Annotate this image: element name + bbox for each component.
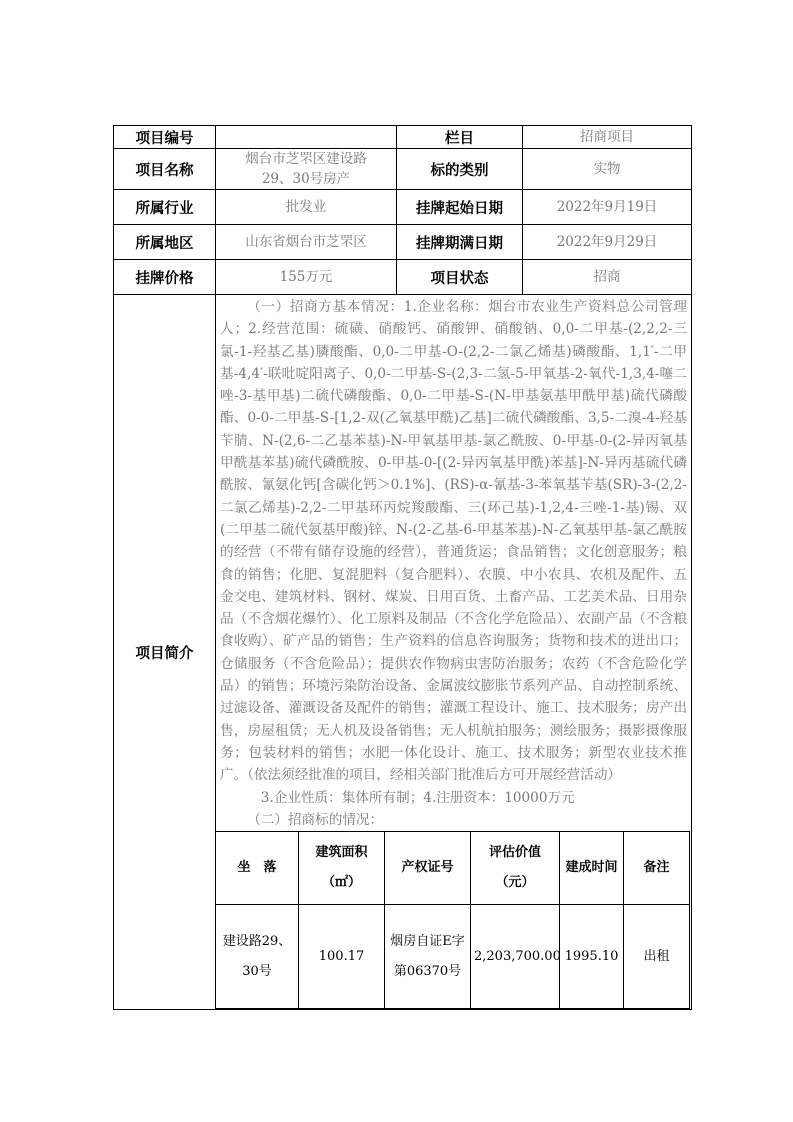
listing-price-value: 155万元 [216, 260, 397, 295]
intro-paragraph: 3.企业性质：集体所有制；4.注册资本：10000万元 [260, 789, 575, 806]
property-certificate-header: 产权证号 [385, 832, 471, 905]
column-label: 栏目 [397, 126, 523, 149]
listing-price-label: 挂牌价格 [114, 260, 216, 295]
table-row [114, 260, 692, 295]
project-status-label: 项目状态 [397, 260, 523, 295]
location-value: 建设路29、30号 [216, 905, 299, 1009]
project-intro-cell [216, 295, 692, 1010]
asset-table [215, 831, 690, 1009]
appraised-value-value: 2,203,700.00 [471, 905, 560, 1009]
asset-table-header-row [216, 832, 690, 905]
remarks-value: 出租 [624, 905, 690, 1009]
table-row [216, 905, 690, 1009]
listing-end-value: 2022年9月29日 [523, 225, 692, 260]
column-value: 招商项目 [523, 126, 692, 149]
appraised-value-header: 评估价值（元） [471, 832, 560, 905]
floor-area-value: 100.17 [299, 905, 385, 1009]
listing-end-label: 挂牌期满日期 [397, 225, 523, 260]
listing-start-value: 2022年9月19日 [523, 190, 692, 225]
table-row [114, 225, 692, 260]
intro-paragraph: （一）招商方基本情况：1.企业名称：烟台市农业生产资料总公司管理人；2.经营范围：硫磺、硝酸钙、硝酸钾、硝酸钠、0,0-二甲基-(2,2,2-三氯-1-羟基乙基)膦酸酯、0,0-二甲基-O-(2,2-二氯乙烯基)磷酸酯、1,1′-二甲基-4,4′-联吡啶阳离子、0,0-二甲基-S-(2,3-二氢-5-甲氧基-2-氧代-1,3,4-噻二唑-3-基甲基)二硫代磷酸酯、0,0-二甲基-S-(N-甲基氨基甲酰甲基)硫代磷酸酯、0-0-二甲基-S-[1,2-双(乙氧基甲酰)乙基]二硫代磷酸酯、3,5-二溴-4-羟基苄腈、N-(2,6-二乙基苯基)-N-甲氧基甲基-氯乙酰胺、0-甲基-0-(2-异丙氧基甲酰基苯基)硫代磷酰胺、0-甲基-0-[(2-异丙氧基甲酰)苯基]-N-异丙基硫代磷酰胺、氰氨化钙[含碳化钙＞0.1%]、(RS)-α-氰基-3-苯氧基苄基(SR)-3-(2,2-二氯乙烯基)-2,2-二甲基环丙烷羧酸酯、三(环己基)-1,2,4-三唑-1-基)锡、双(二甲基二硫代氨基甲酸)锌、N-(2-乙基-6-甲基苯基)-N-乙氧基甲基-氯乙酰胺的经营（不带有储存设施的经营），普通货运；食品销售；文化创意服务；粮食的销售；化肥、复混肥料（复合肥料）、农膜、中小农具、农机及配件、五金交电、建筑材料、钢材、煤炭、日用百货、土畜产品、工艺美术品、日用杂品（不含烟花爆竹）、化工原料及制品（不含化学危险品）、农副产品（不含粮食收购）、矿产品的销售；生产资料的信息咨询服务；货物和技术的进出口；仓储服务（不含危险品）；提供农作物病虫害防治服务；农药（不含危险化学品）的销售；环境污染防治设备、金属波纹膨胀节系列产品、自动控制系统、过滤设备、灌溉设备及配件的销售；灌溉工程设计、施工、技术服务；房产出售，房屋租赁；无人机及设备销售；无人机航拍服务；测绘服务；摄影摄像服务；包装材料的销售；水肥一体化设计、施工、技术服务；新型农业技术推广。（依法须经批准的项目，经相关部门批准后方可开展经营活动） [220, 299, 687, 784]
asset-category-label: 标的类别 [397, 149, 523, 190]
listing-start-label: 挂牌起始日期 [397, 190, 523, 225]
table-row [114, 190, 692, 225]
table-row [114, 149, 692, 190]
build-year-value: 1995.10 [560, 905, 624, 1009]
table-row [114, 295, 692, 1010]
region-value: 山东省烟台市芝罘区 [216, 225, 397, 260]
property-certificate-value: 烟房自证E字第06370号 [385, 905, 471, 1009]
industry-label: 所属行业 [114, 190, 216, 225]
table-row [114, 126, 692, 149]
location-header: 坐 落 [216, 832, 299, 905]
project-name-value: 烟台市芝罘区建设路29、30号房产 [216, 149, 397, 190]
asset-category-value: 实物 [523, 149, 692, 190]
remarks-header: 备注 [624, 832, 690, 905]
industry-value: 批发业 [216, 190, 397, 225]
project-number-value [216, 126, 397, 149]
project-number-label: 项目编号 [114, 126, 216, 149]
project-status-value: 招商 [523, 260, 692, 295]
build-year-header: 建成时间 [560, 832, 624, 905]
project-info-table [113, 125, 692, 1010]
floor-area-header: 建筑面积（㎡） [299, 832, 385, 905]
project-intro-text [216, 295, 691, 1009]
intro-paragraph: （二）招商标的情况： [247, 811, 384, 828]
project-name-label: 项目名称 [114, 149, 216, 190]
region-label: 所属地区 [114, 225, 216, 260]
project-intro-label: 项目简介 [114, 295, 216, 1010]
